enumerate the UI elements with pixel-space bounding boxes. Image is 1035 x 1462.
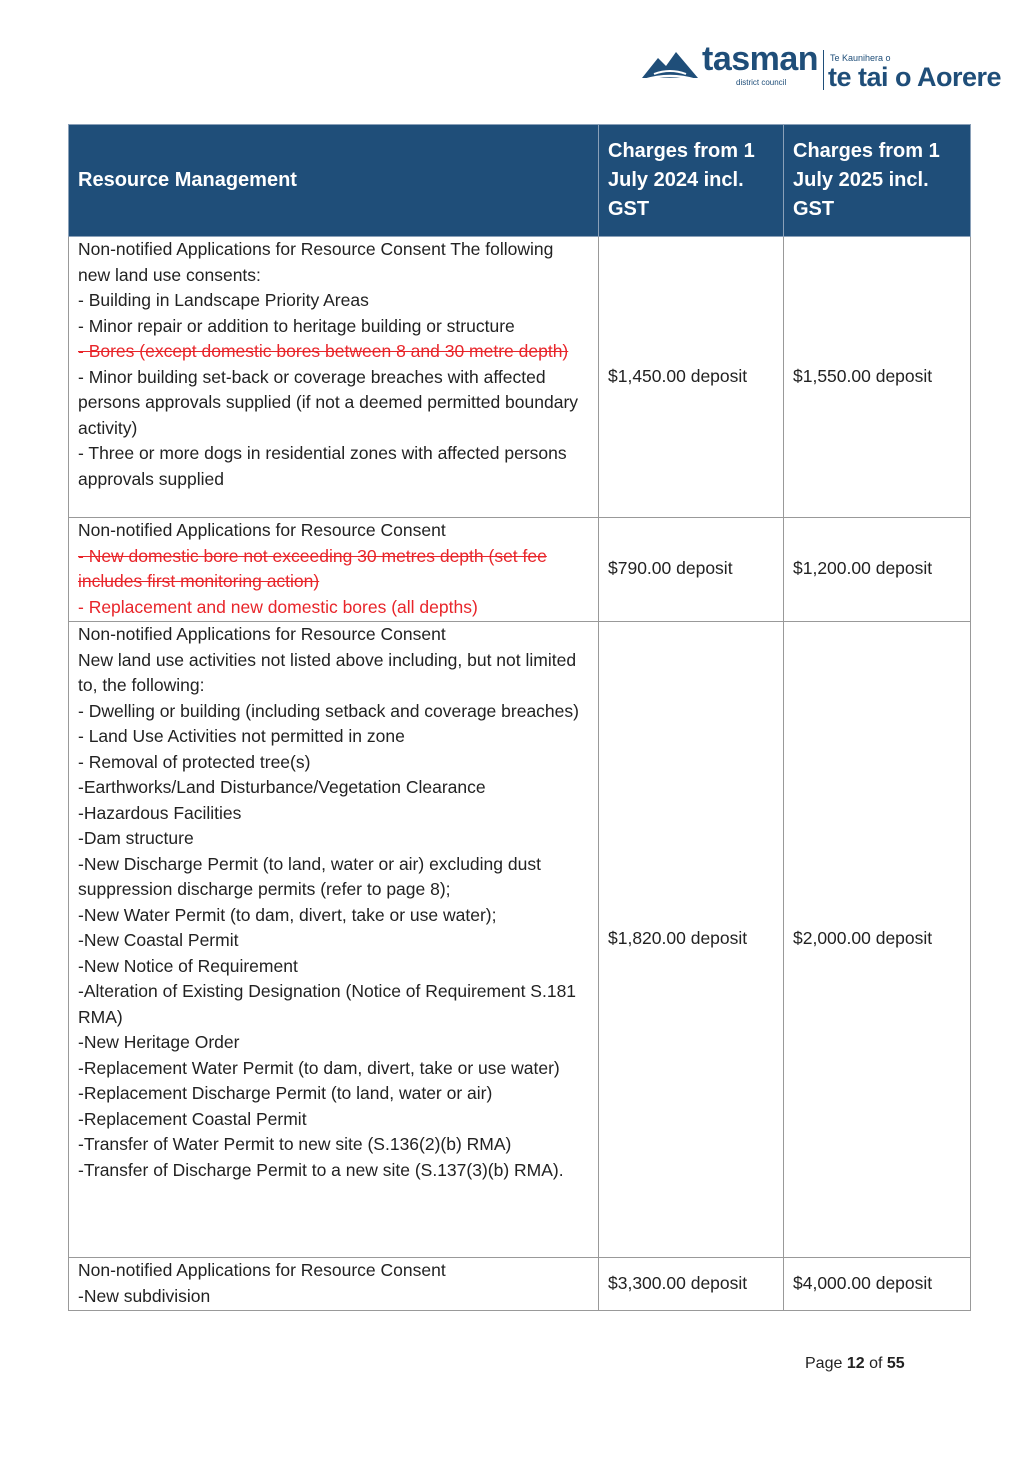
of-label: of — [869, 1355, 883, 1372]
description-line: - Building in Landscape Priority Areas — [78, 290, 369, 310]
maori-subtitle: Te Kaunihera o — [830, 53, 891, 63]
description-line: -Dam structure — [78, 828, 194, 848]
description-line: -Transfer of Discharge Permit to a new site (S.137(3)(b) RMA). — [78, 1159, 564, 1180]
description-line: - Removal of protected tree(s) — [78, 751, 311, 772]
fee-2025-cell: $1,200.00 deposit — [784, 518, 971, 622]
council-logo — [640, 40, 1005, 100]
description-line: Non-notified Applications for Resource Consent — [78, 520, 446, 540]
description-line: - Dwelling or building (including setback and coverage breaches) — [78, 700, 579, 721]
row-description — [69, 518, 599, 622]
description-line: Non-notified Applications for Resource Consent — [78, 624, 446, 644]
header-charges-2025: Charges from 1 July 2025 incl. GST — [784, 125, 971, 237]
table-body — [69, 237, 971, 1311]
mountain-logo-icon — [640, 44, 700, 84]
brand-subtitle: district council — [736, 78, 787, 87]
description-line: -Replacement Water Permit (to dam, divert, take or use water) — [78, 1057, 560, 1078]
table-row — [69, 1258, 971, 1311]
fees-table — [68, 124, 971, 1311]
fee-2024-cell: $3,300.00 deposit — [599, 1258, 784, 1311]
description-line: -New subdivision — [78, 1285, 211, 1306]
fee-2024-cell: $1,450.00 deposit — [599, 237, 784, 518]
fee-2024-cell: $790.00 deposit — [599, 518, 784, 622]
description-line: - Replacement and new domestic bores (all depths) — [78, 596, 478, 617]
maori-name: te tai o Aorere — [828, 62, 1002, 92]
description-line: -Replacement Coastal Permit — [78, 1108, 307, 1129]
description-line: -Replacement Discharge Permit (to land, water or air) — [78, 1083, 493, 1103]
description-line: - New domestic bore not exceeding 30 metres depth (set fee includes first monitoring action) — [78, 545, 547, 591]
header-resource-management: Resource Management — [69, 125, 599, 237]
fee-2025-cell: $4,000.00 deposit — [784, 1258, 971, 1311]
description-line: -Hazardous Facilities — [78, 802, 242, 823]
table-row — [69, 622, 971, 1258]
description-line: Non-notified Applications for Resource Consent The following new land use consents: — [78, 239, 554, 285]
description-line: -New Discharge Permit (to land, water or air) excluding dust suppression discharge permits (refer to page 8); — [78, 853, 541, 899]
table-row — [69, 237, 971, 518]
description-line: -New Notice of Requirement — [78, 955, 298, 976]
table-header-row — [69, 125, 971, 237]
description-line: -New Water Permit (to dam, divert, take or use water); — [78, 904, 497, 925]
row-description — [69, 622, 599, 1258]
total-pages: 55 — [886, 1355, 905, 1372]
current-page: 12 — [846, 1355, 865, 1372]
description-line: - Three or more dogs in residential zones with affected persons approvals supplied — [78, 443, 567, 489]
page-number — [805, 1355, 905, 1373]
fee-2024-cell: $1,820.00 deposit — [599, 622, 784, 1258]
description-line: -Earthworks/Land Disturbance/Vegetation Clearance — [78, 777, 486, 797]
description-line: -Transfer of Water Permit to new site (S.136(2)(b) RMA) — [78, 1134, 512, 1154]
brand-name: tasman — [702, 40, 819, 78]
logo-divider — [823, 50, 824, 90]
header-charges-2024: Charges from 1 July 2024 incl. GST — [599, 125, 784, 237]
row-description — [69, 1258, 599, 1311]
description-line: - Bores (except domestic bores between 8 and 30 metre depth) — [78, 341, 569, 361]
fee-2025-cell: $1,550.00 deposit — [784, 237, 971, 518]
table-row — [69, 518, 971, 622]
description-line: - Land Use Activities not permitted in zone — [78, 726, 405, 746]
description-line: -Alteration of Existing Designation (Notice of Requirement S.181 RMA) — [78, 981, 577, 1027]
row-description — [69, 237, 599, 518]
description-line: - Minor repair or addition to heritage building or structure — [78, 315, 515, 336]
fee-2025-cell: $2,000.00 deposit — [784, 622, 971, 1258]
description-line: New land use activities not listed above including, but not limited to, the following: — [78, 649, 577, 695]
description-line: -New Coastal Permit — [78, 930, 239, 950]
description-line: -New Heritage Order — [78, 1032, 240, 1052]
page-label: Page — [805, 1355, 843, 1372]
description-line: - Minor building set-back or coverage breaches with affected persons approvals supplied (if not a deemed permitted boundary activity) — [78, 366, 579, 438]
description-line: Non-notified Applications for Resource Consent — [78, 1260, 446, 1280]
